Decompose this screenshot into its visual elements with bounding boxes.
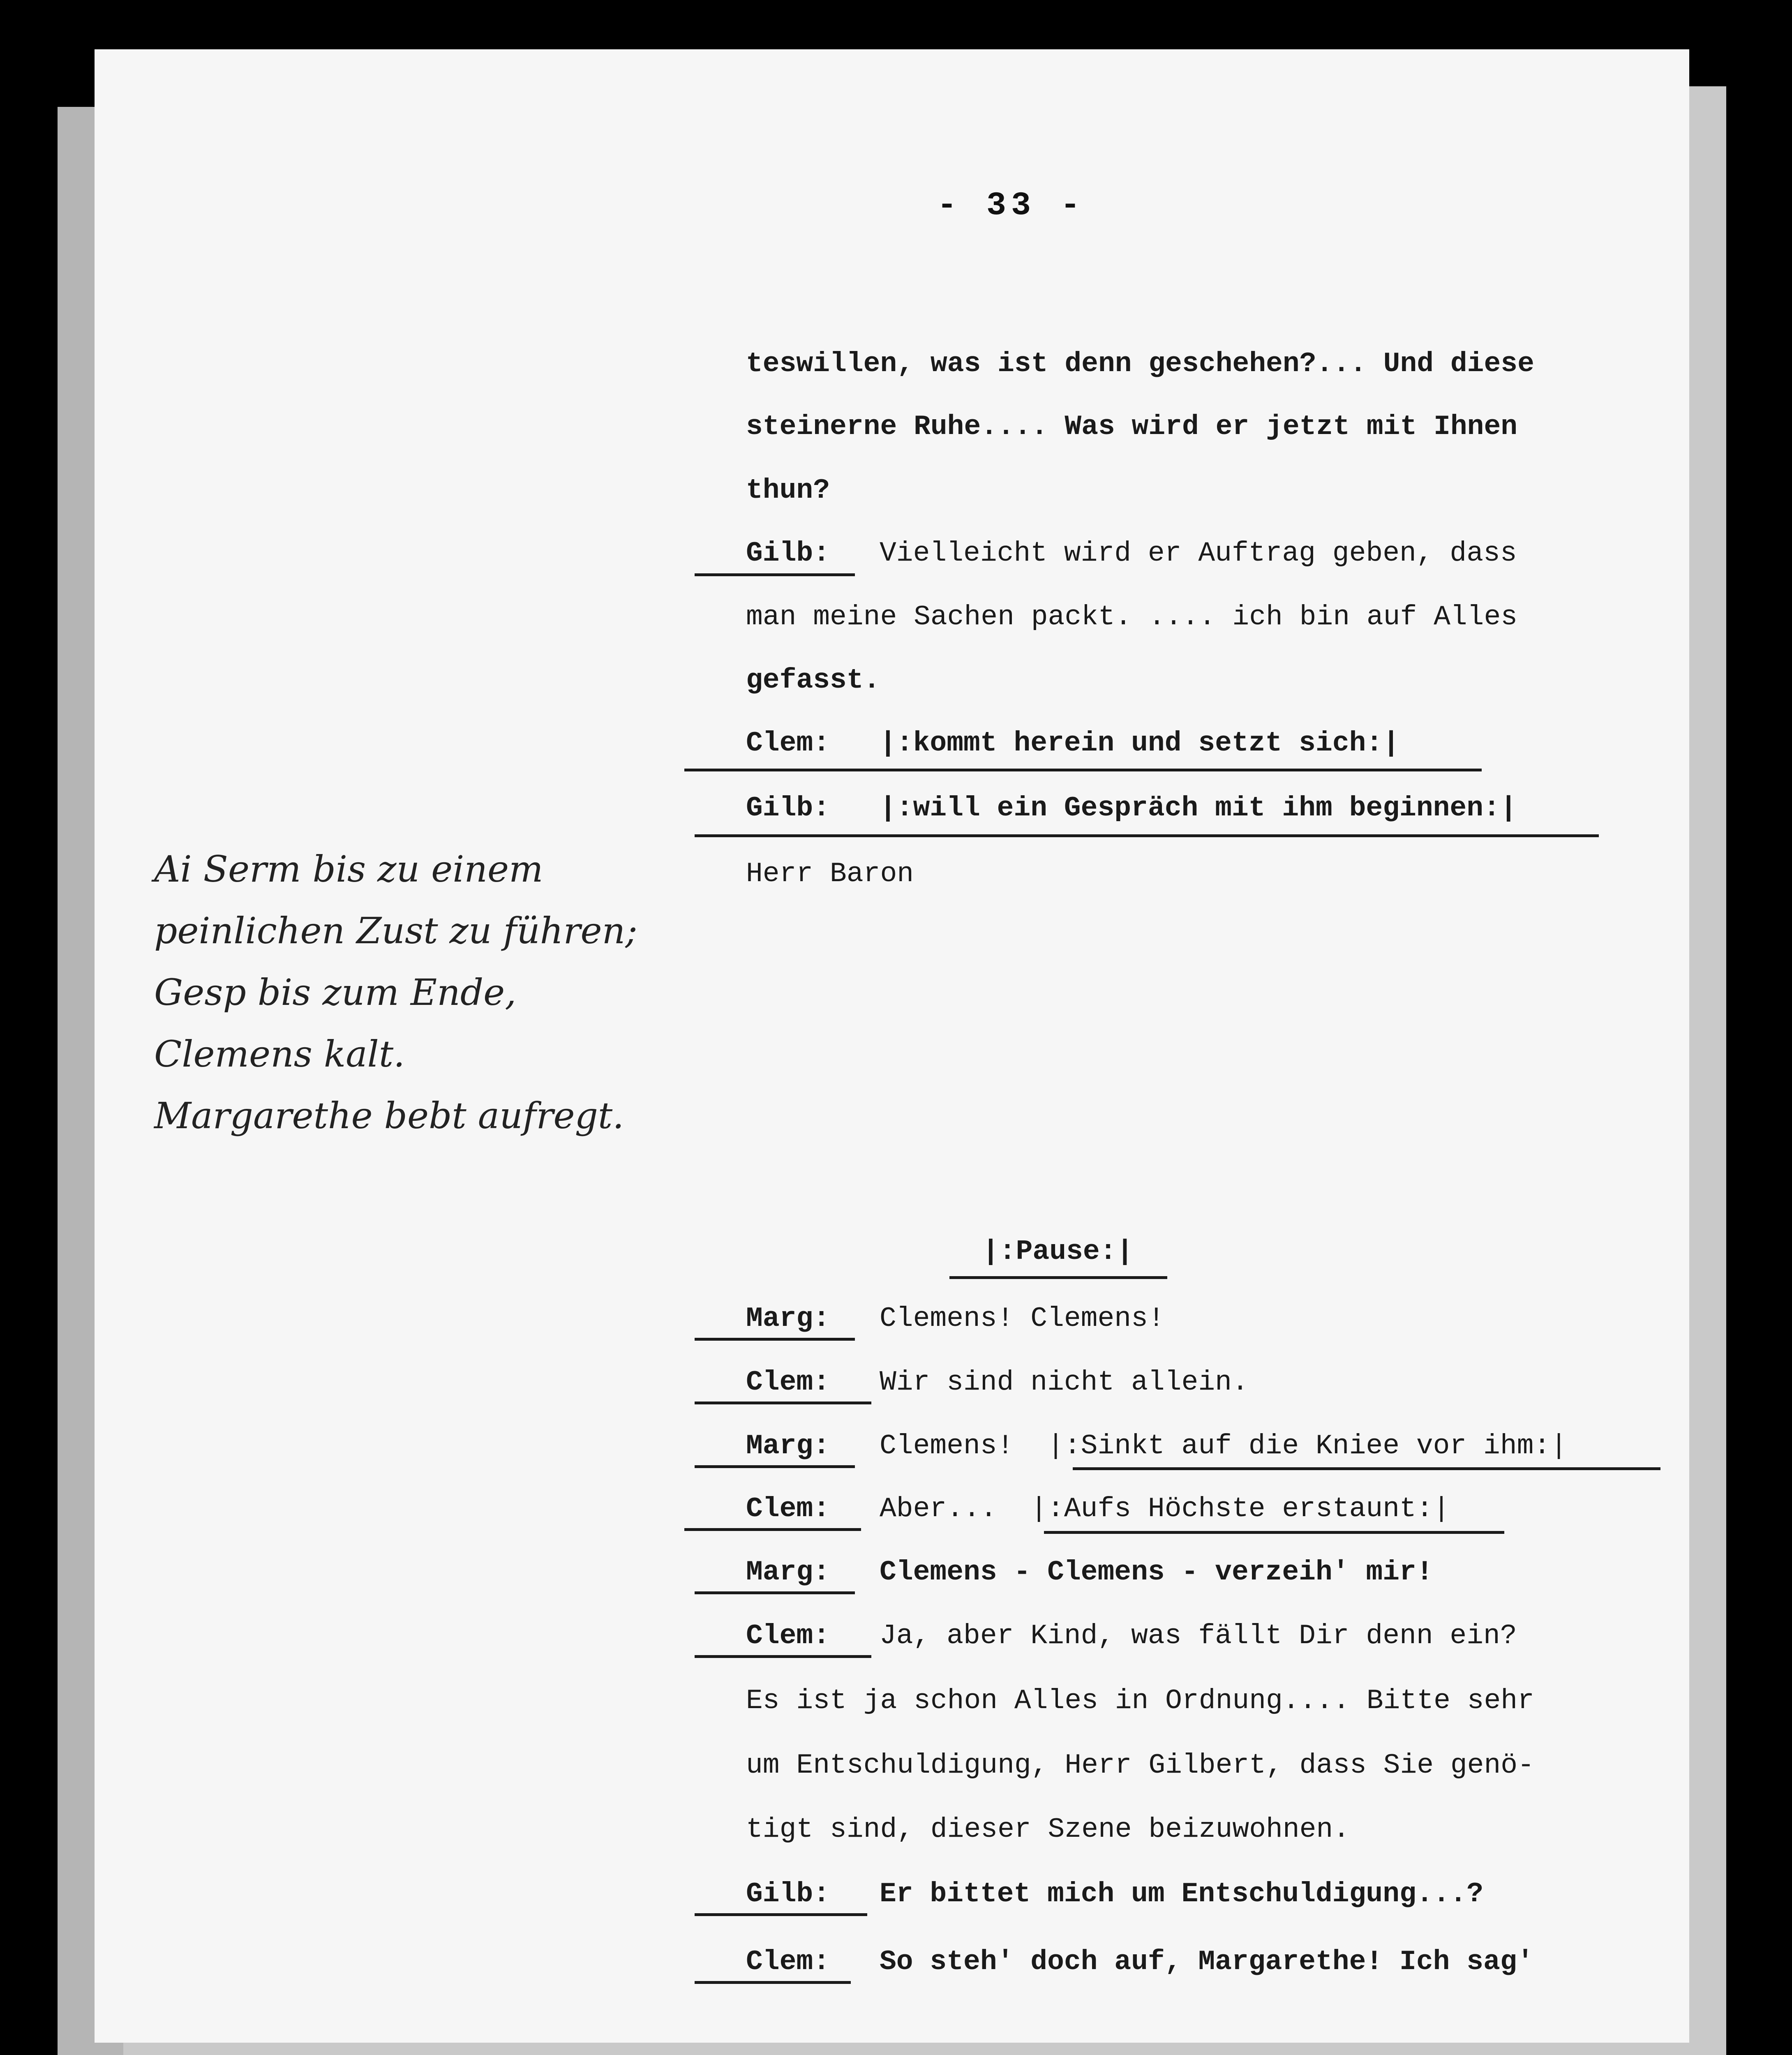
text-line: Herr Baron	[746, 858, 914, 890]
stage-direction: |:kommt herein und setzt sich:|	[880, 727, 1400, 759]
dialogue-text: Ja, aber Kind, was fällt Dir denn ein?	[880, 1620, 1517, 1652]
speaker-label: Marg:	[746, 1556, 830, 1588]
speaker-label: Gilb:	[746, 1878, 830, 1910]
text-line: thun?	[746, 475, 830, 506]
handwritten-line: Margarethe bebt aufregt.	[154, 1094, 624, 1137]
speaker-underline	[695, 1655, 871, 1658]
stage-direction-underline	[684, 769, 1482, 771]
dialogue-text: Aber... |:Aufs Höchste erstaunt:|	[880, 1493, 1450, 1525]
dialogue-text: Clemens - Clemens - verzeih' mir!	[880, 1556, 1433, 1588]
dialogue-text: Vielleicht wird er Auftrag geben, dass	[880, 538, 1517, 569]
handwritten-line: Gesp bis zum Ende,	[154, 971, 517, 1014]
speaker-underline	[684, 1528, 861, 1531]
dialogue-text: Clemens! |:Sinkt auf die Kniee vor ihm:|	[880, 1430, 1568, 1462]
dialogue-text: Er bittet mich um Entschuldigung...?	[880, 1878, 1484, 1910]
text-line: teswillen, was ist denn geschehen?... Und diese	[746, 348, 1534, 380]
handwritten-line: Ai Serm bis zu einem	[154, 848, 543, 890]
speaker-label: Marg:	[746, 1303, 830, 1335]
text-line: gefasst.	[746, 665, 880, 696]
speaker-underline	[695, 573, 855, 576]
dialogue-text: So steh' doch auf, Margarethe! Ich sag'	[880, 1946, 1534, 1978]
text-line: Es ist ja schon Alles in Ordnung.... Bitte sehr	[746, 1685, 1534, 1717]
speaker-label: Clem:	[746, 1367, 830, 1398]
speaker-underline	[695, 1591, 855, 1594]
text-line: man meine Sachen packt. .... ich bin auf Alles	[746, 601, 1518, 633]
speaker-underline	[695, 1338, 855, 1341]
speaker-label: Clem:	[746, 1946, 830, 1978]
speaker-label: Clem:	[746, 1620, 830, 1652]
dialogue-text: Wir sind nicht allein.	[880, 1367, 1249, 1398]
stage-direction: |:will ein Gespräch mit ihm beginnen:|	[880, 792, 1517, 824]
handwritten-margin-note	[154, 838, 637, 1147]
speaker-label: Gilb:	[746, 538, 830, 569]
pause-underline	[949, 1276, 1167, 1279]
dialogue-text: Clemens! Clemens!	[880, 1303, 1165, 1335]
stage-direction-pause: |:Pause:|	[982, 1236, 1134, 1268]
text-line: steinerne Ruhe.... Was wird er jetzt mit Ihnen	[746, 411, 1518, 443]
handwritten-line: Clemens kalt.	[154, 1033, 405, 1075]
page-number: - 33 -	[937, 187, 1085, 224]
speaker-underline	[695, 1981, 851, 1984]
speaker-label: Marg:	[746, 1430, 830, 1462]
speaker-label: Clem:	[746, 1493, 830, 1525]
stage-direction-underline	[695, 834, 1599, 837]
handwritten-line: peinlichen Zust zu führen;	[154, 910, 637, 952]
speaker-underline	[695, 1402, 871, 1404]
stage-direction-underline	[1044, 1531, 1504, 1534]
speaker-underline	[695, 1465, 855, 1468]
text-line: um Entschuldigung, Herr Gilbert, dass Sie genö-	[746, 1750, 1534, 1781]
speaker-label: Gilb:	[746, 792, 830, 824]
speaker-label: Clem:	[746, 727, 830, 759]
text-line: tigt sind, dieser Szene beizuwohnen.	[746, 1814, 1350, 1845]
speaker-underline	[695, 1913, 867, 1916]
stage-direction-underline	[1073, 1467, 1660, 1470]
